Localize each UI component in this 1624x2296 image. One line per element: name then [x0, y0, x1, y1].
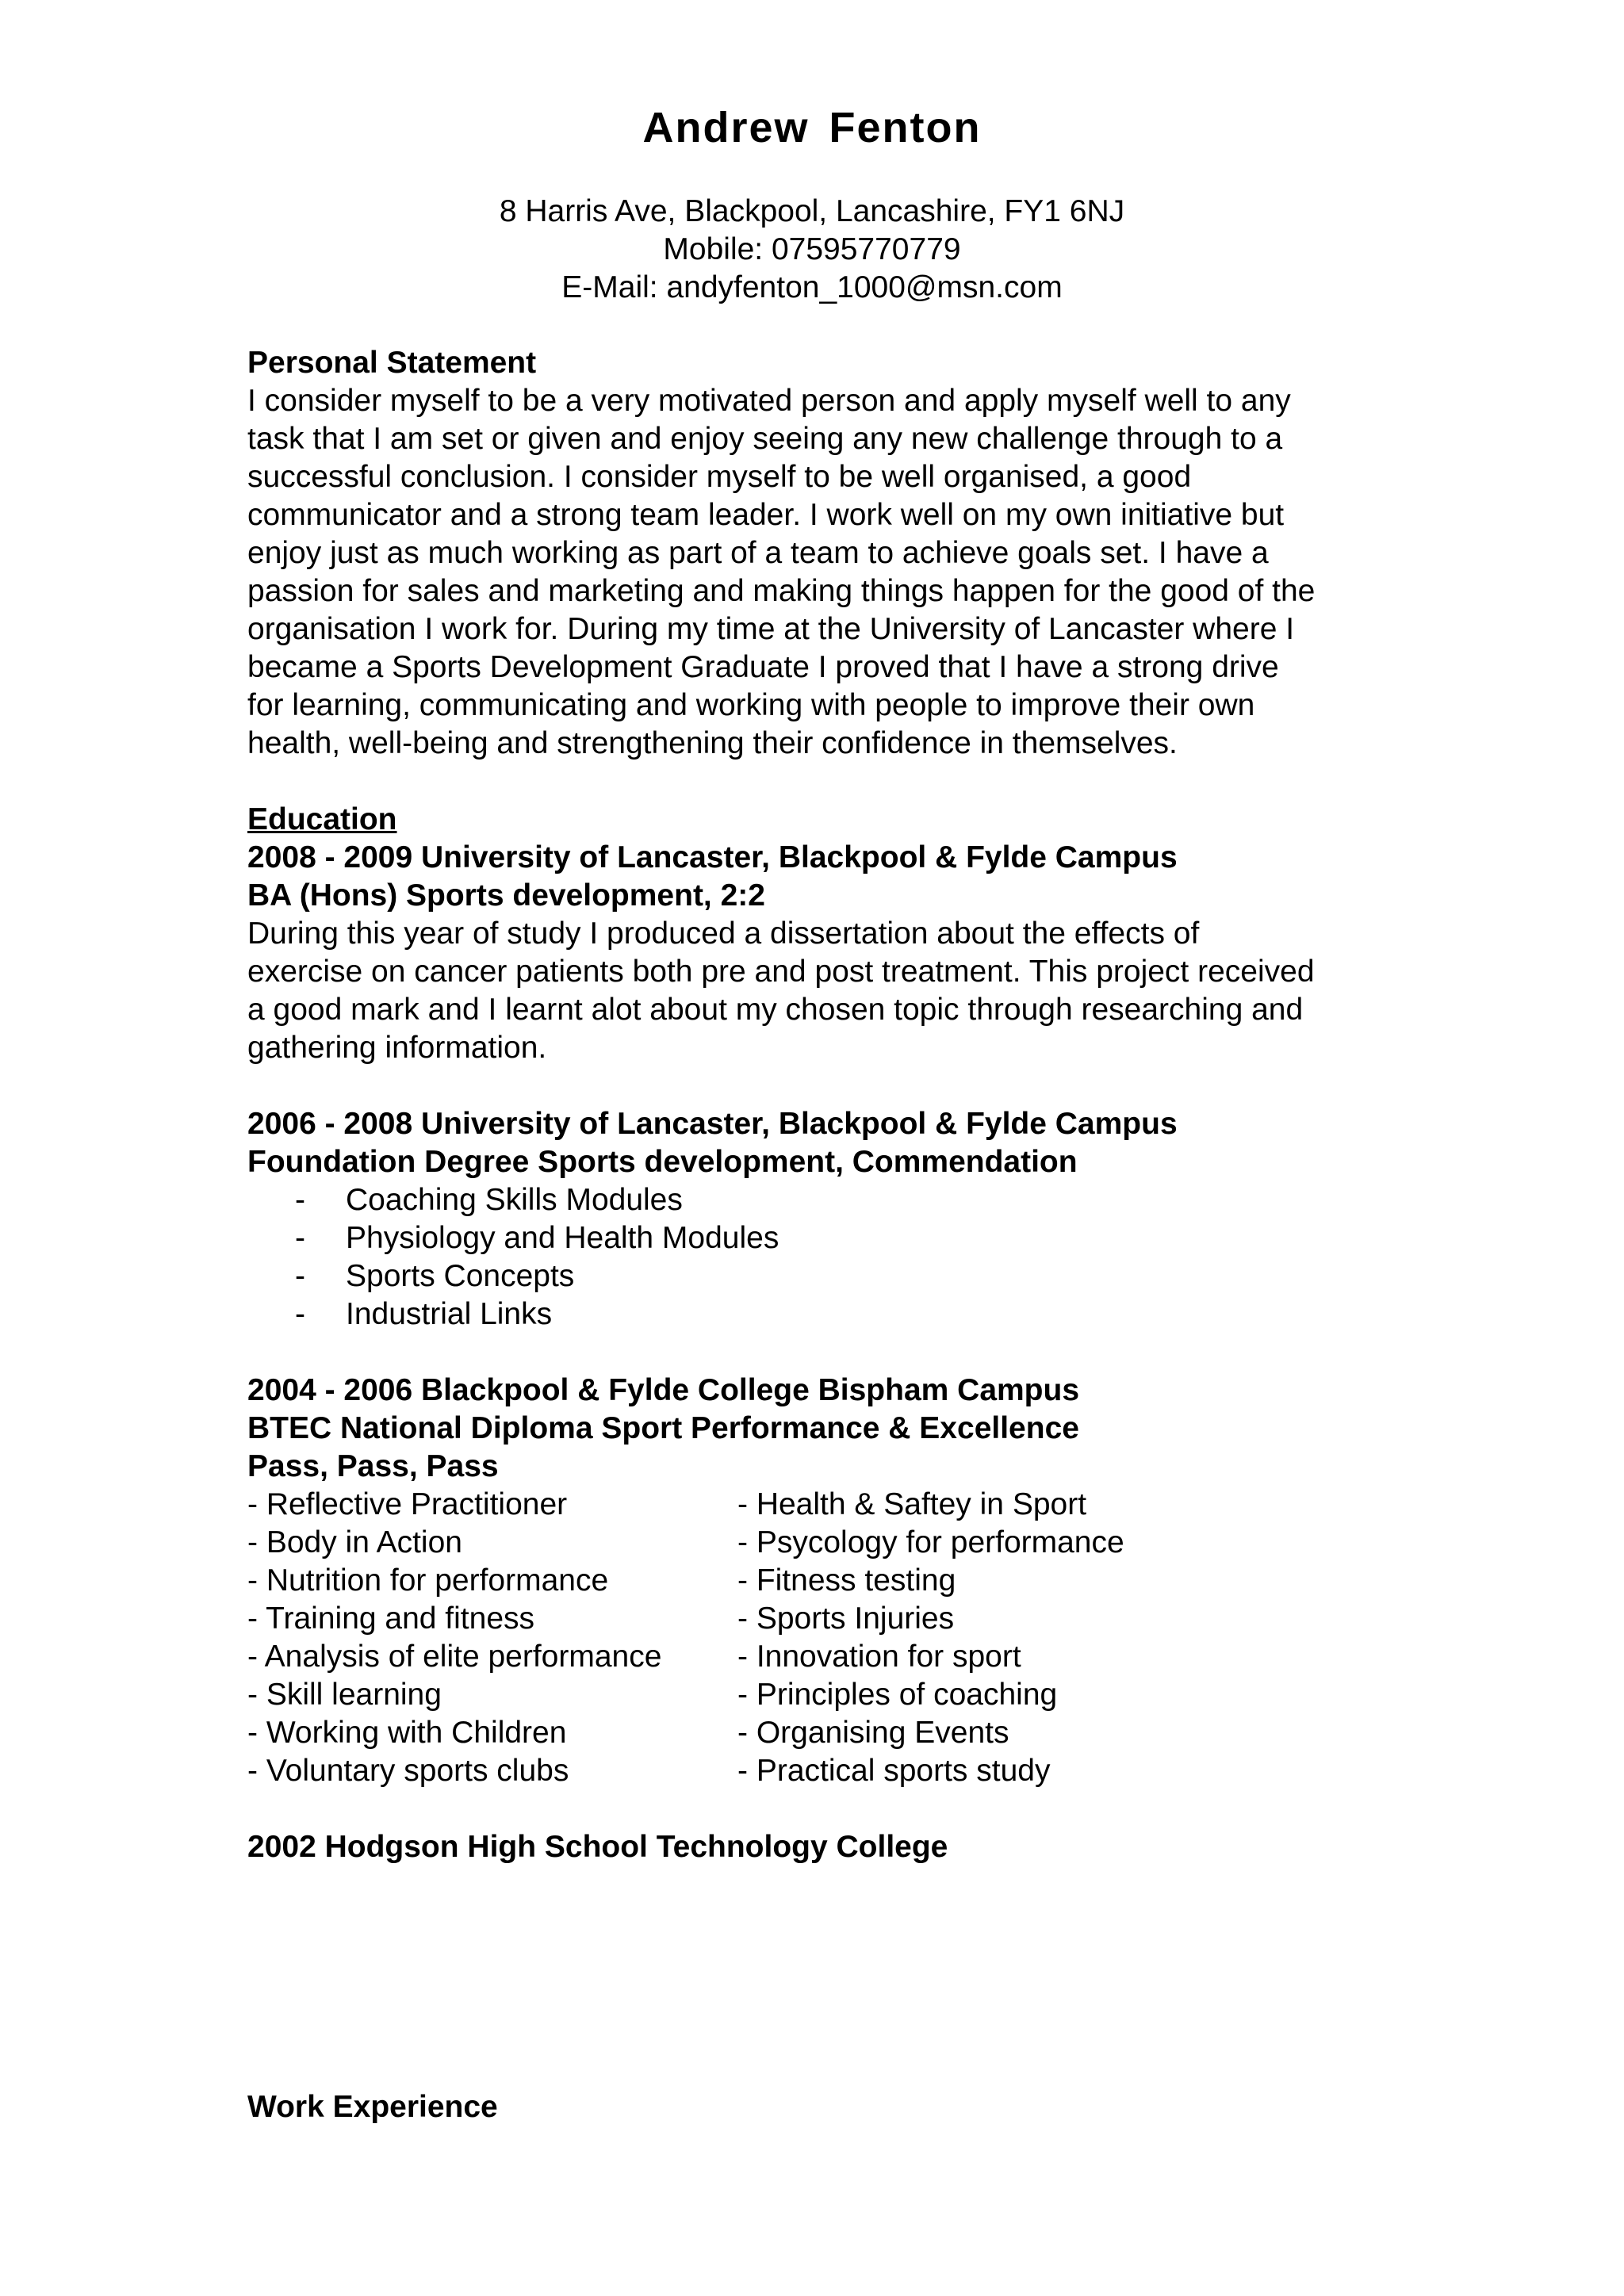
statement-line: organisation I work for. During my time at the University of Lancaster where I	[247, 612, 1295, 646]
module-item: - Industrial Links	[247, 1295, 1397, 1334]
education-qualification: Foundation Degree Sports development, Commendation	[247, 1145, 1078, 1179]
unit-item: - Nutrition for performance	[247, 1563, 609, 1598]
statement-line: for learning, communicating and working with people to improve their own	[247, 688, 1255, 722]
module-item: - Physiology and Health Modules	[247, 1219, 1397, 1257]
statement-line: became a Sports Development Graduate I proved that I have a strong drive	[247, 650, 1279, 684]
unit-item: - Innovation for sport	[737, 1640, 1021, 1674]
unit-item: - Health & Saftey in Sport	[737, 1487, 1087, 1521]
cv-name: Andrew Fenton	[642, 104, 982, 151]
education-description-line: a good mark and I learnt alot about my chosen topic through researching and	[247, 993, 1304, 1027]
unit-item: - Sports Injuries	[737, 1601, 955, 1636]
unit-item: - Working with Children	[247, 1716, 567, 1750]
module-item: - Sports Concepts	[247, 1257, 1397, 1295]
statement-line: successful conclusion. I consider myself to be well organised, a good	[247, 460, 1192, 494]
address: 8 Harris Ave, Blackpool, Lancashire, FY1 6NJ	[499, 194, 1125, 228]
education-entry-title: 2006 - 2008 University of Lancaster, Blackpool & Fylde Campus	[247, 1107, 1178, 1141]
spacer	[247, 1790, 1397, 1828]
unit-item: - Body in Action	[247, 1525, 462, 1559]
contact-block	[0, 193, 1624, 307]
unit-item: - Skill learning	[247, 1678, 442, 1712]
statement-line: I consider myself to be a very motivated person and apply myself well to any	[247, 384, 1291, 418]
unit-item: - Reflective Practitioner	[247, 1487, 568, 1521]
email: E-Mail: andyfenton_1000@msn.com	[561, 270, 1063, 304]
education-description-line: exercise on cancer patients both pre and post treatment. This project received	[247, 955, 1315, 989]
unit-item: - Training and fitness	[247, 1601, 535, 1636]
education-heading: Education	[247, 802, 397, 836]
education-grades: Pass, Pass, Pass	[247, 1449, 499, 1483]
statement-line: health, well-being and strengthening their confidence in themselves.	[247, 726, 1178, 760]
cv-body	[247, 344, 1397, 1866]
module-list	[247, 1181, 1397, 1334]
units-grid	[247, 1486, 1397, 1790]
education-entry-title: 2002 Hodgson High School Technology College	[247, 1830, 948, 1864]
personal-statement-section	[247, 344, 1397, 763]
personal-statement-heading: Personal Statement	[247, 346, 537, 380]
spacer	[247, 1067, 1397, 1105]
education-description-line: During this year of study I produced a dissertation about the effects of	[247, 916, 1200, 951]
spacer	[247, 763, 1397, 801]
education-qualification: BTEC National Diploma Sport Performance & Excellence	[247, 1411, 1079, 1445]
education-section	[247, 801, 1397, 1866]
unit-item: - Analysis of elite performance	[247, 1640, 662, 1674]
unit-item: - Practical sports study	[737, 1754, 1051, 1788]
unit-item: - Fitness testing	[737, 1563, 956, 1598]
education-entry-title: 2008 - 2009 University of Lancaster, Blackpool & Fylde Campus	[247, 840, 1178, 874]
unit-item: - Psycology for performance	[737, 1525, 1124, 1559]
statement-line: passion for sales and marketing and making things happen for the good of the	[247, 574, 1316, 608]
module-item: - Coaching Skills Modules	[247, 1181, 1397, 1219]
unit-item: - Principles of coaching	[737, 1678, 1058, 1712]
education-description-line: gathering information.	[247, 1031, 547, 1065]
statement-line: enjoy just as much working as part of a team to achieve goals set. I have a	[247, 536, 1269, 570]
spacer	[247, 1334, 1397, 1372]
mobile: Mobile: 07595770779	[663, 232, 961, 266]
statement-line: communicator and a strong team leader. I work well on my own initiative but	[247, 498, 1285, 532]
statement-line: task that I am set or given and enjoy seeing any new challenge through to a	[247, 422, 1283, 456]
education-entry-title: 2004 - 2006 Blackpool & Fylde College Bispham Campus	[247, 1373, 1080, 1407]
unit-item: - Voluntary sports clubs	[247, 1754, 569, 1788]
work-experience-heading: Work Experience	[247, 2090, 498, 2124]
education-qualification: BA (Hons) Sports development, 2:2	[247, 878, 765, 913]
unit-item: - Organising Events	[737, 1716, 1009, 1750]
